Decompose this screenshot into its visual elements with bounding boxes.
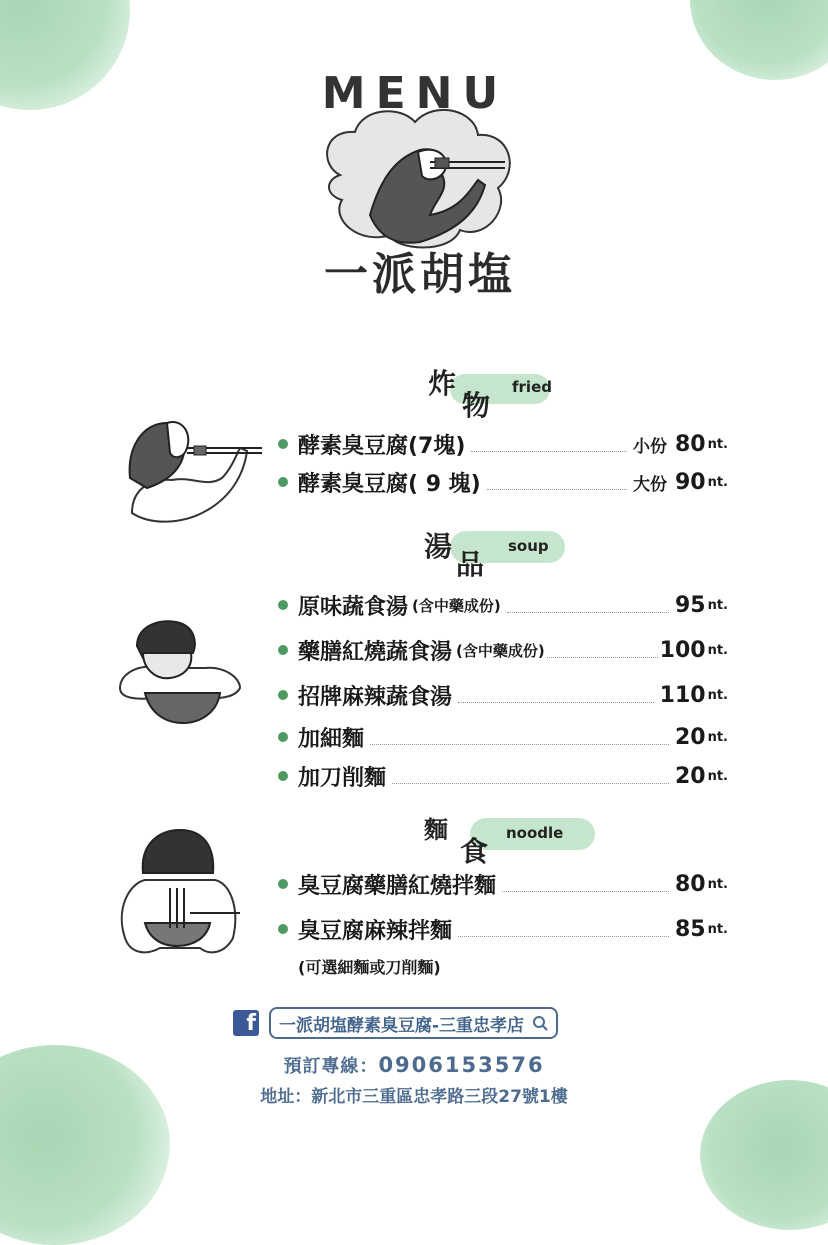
phone-number[interactable]: 0906153576 [378, 1053, 545, 1077]
price-unit: nt. [707, 474, 728, 490]
item-price: 90 [674, 469, 706, 495]
menu-item [278, 760, 728, 792]
price-unit: nt. [707, 921, 728, 937]
item-note: (含中藥成份) [456, 641, 545, 660]
item-price: 100 [659, 637, 706, 663]
bullet-icon [278, 690, 288, 700]
bullet-icon [278, 645, 288, 655]
menu-item [278, 634, 728, 666]
price-unit: nt. [707, 687, 728, 703]
price-unit: nt. [707, 729, 728, 745]
item-size: 小份 [632, 436, 667, 457]
bullet-icon [278, 924, 288, 934]
item-price: 110 [659, 682, 706, 708]
watercolor-blob-top-right [690, 0, 828, 80]
phone-label: 預訂專線： [283, 1056, 379, 1077]
price-unit: nt. [707, 436, 728, 452]
price-unit: nt. [707, 597, 728, 613]
item-price: 80 [674, 871, 706, 897]
boy-eating-soup-illustration [115, 618, 245, 726]
dotted-leader [370, 730, 669, 745]
phone-line [0, 1052, 828, 1078]
dotted-leader [458, 688, 654, 703]
brand-name: 一派胡塩 [324, 249, 516, 300]
item-price: 85 [674, 916, 706, 942]
item-name: 酵素臭豆腐(7塊) [298, 433, 466, 459]
menu-item [278, 913, 728, 945]
bullet-icon [278, 732, 288, 742]
item-price: 80 [674, 431, 706, 457]
menu-item [278, 428, 728, 460]
dotted-leader [471, 437, 627, 452]
facebook-page-name: 一派胡塩酵素臭豆腐-三重忠孝店 [279, 1015, 525, 1036]
dotted-leader [547, 643, 658, 658]
item-price: 20 [674, 724, 706, 750]
dotted-leader [392, 769, 669, 784]
menu-item [278, 721, 728, 753]
item-price: 95 [674, 592, 706, 618]
price-unit: nt. [707, 768, 728, 784]
price-unit: nt. [707, 642, 728, 658]
dotted-leader [502, 877, 669, 892]
facebook-icon: f [233, 1010, 259, 1036]
bullet-icon [278, 600, 288, 610]
dotted-leader [507, 598, 669, 613]
menu-item [278, 466, 728, 498]
price-unit: nt. [707, 876, 728, 892]
watercolor-blob-top-left [0, 0, 130, 110]
menu-item [278, 589, 728, 621]
search-icon [532, 1015, 548, 1031]
menu-item [278, 679, 728, 711]
bullet-icon [278, 771, 288, 781]
item-name: 臭豆腐麻辣拌麵 [298, 918, 453, 944]
item-name: 招牌麻辣蔬食湯 [298, 684, 453, 710]
item-name: 加刀削麵 [298, 765, 387, 791]
person-eating-noodles-illustration [115, 828, 245, 960]
facebook-page-link[interactable] [233, 1007, 558, 1039]
logo-title: MENU [321, 68, 509, 119]
item-price: 20 [674, 763, 706, 789]
item-name: 原味蔬食湯 [298, 594, 409, 620]
item-note: (含中藥成份) [412, 596, 501, 615]
item-name: 加細麵 [298, 726, 365, 752]
bullet-icon [278, 879, 288, 889]
dotted-leader [487, 475, 627, 490]
item-name: 酵素臭豆腐( 9 塊) [298, 471, 481, 497]
item-name: 藥膳紅燒蔬食湯 [298, 639, 453, 665]
item-size: 大份 [632, 474, 667, 495]
menu-item [278, 868, 728, 900]
noodle-option-note: (可選細麵或刀削麵) [298, 958, 441, 977]
girl-eating-tofu-illustration [122, 418, 272, 530]
facebook-search-box[interactable] [269, 1007, 558, 1039]
dotted-leader [458, 922, 669, 937]
address: 地址：新北市三重區忠孝路三段27號1樓 [260, 1087, 568, 1107]
bullet-icon [278, 477, 288, 487]
item-name: 臭豆腐藥膳紅燒拌麵 [298, 873, 497, 899]
bullet-icon [278, 439, 288, 449]
